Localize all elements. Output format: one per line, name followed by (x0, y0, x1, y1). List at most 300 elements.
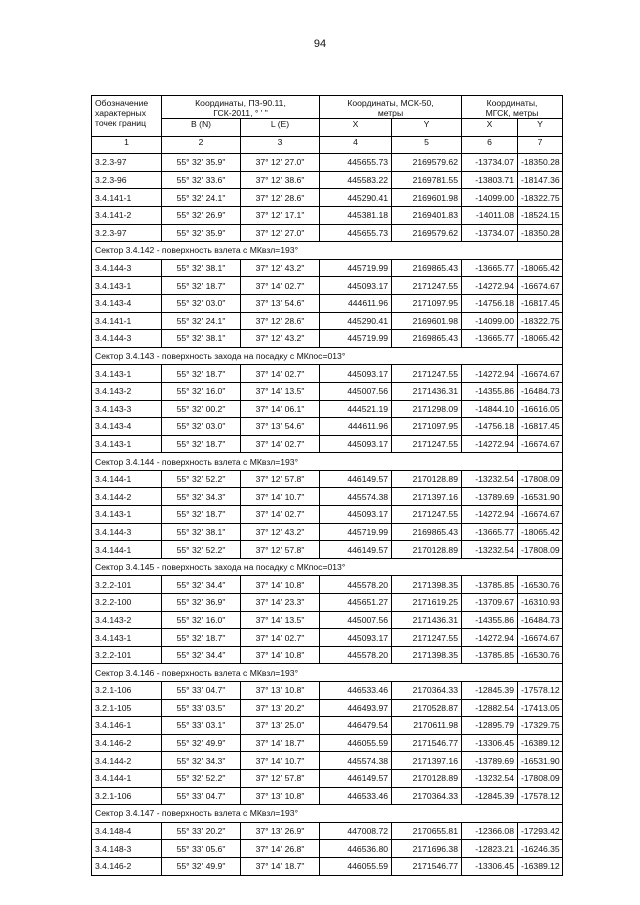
msk-x-cell: 445578.20 (320, 646, 392, 664)
msk-x-cell: 446493.97 (320, 699, 392, 717)
point-id-cell: 3.4.143-3 (92, 400, 162, 418)
mgsk-y-cell: -16531.90 (518, 488, 563, 506)
longitude-cell: 37° 14' 02.7" (241, 435, 320, 453)
longitude-cell: 37° 14' 23.3" (241, 594, 320, 612)
mgsk-y-cell: -16389.12 (518, 734, 563, 752)
point-id-cell: 3.4.141-2 (92, 206, 162, 224)
latitude-cell: 55° 32' 49.9" (162, 857, 241, 875)
point-id-cell: 3.4.144-1 (92, 541, 162, 559)
mgsk-y-cell: -18350.28 (518, 154, 563, 172)
msk-y-cell: 2171397.16 (392, 752, 462, 770)
msk-y-cell: 2169865.43 (392, 259, 462, 277)
mgsk-x-cell: -13665.77 (462, 523, 518, 541)
longitude-cell: 37° 14' 18.7" (241, 734, 320, 752)
msk-x-cell: 446149.57 (320, 541, 392, 559)
mgsk-x-cell: -14011.08 (462, 206, 518, 224)
sector-title: Сектор 3.4.142 - поверхность взлета с МКвзл=193° (92, 242, 563, 260)
table-row (92, 400, 563, 418)
msk-x-cell: 445655.73 (320, 224, 392, 242)
sector-row (92, 453, 563, 471)
longitude-cell: 37° 13' 54.6" (241, 418, 320, 436)
longitude-cell: 37° 13' 20.2" (241, 699, 320, 717)
msk-y-cell: 2171247.55 (392, 277, 462, 295)
column-number: 4 (320, 136, 392, 154)
longitude-cell: 37° 14' 10.7" (241, 752, 320, 770)
mgsk-y-cell: -17808.09 (518, 470, 563, 488)
longitude-cell: 37° 12' 27.0" (241, 154, 320, 172)
column-number: 7 (518, 136, 563, 154)
msk-y-cell: 2169601.98 (392, 312, 462, 330)
latitude-cell: 55° 32' 52.2" (162, 769, 241, 787)
msk-y-cell: 2171397.16 (392, 488, 462, 506)
mgsk-x-cell: -13785.85 (462, 646, 518, 664)
msk-x-cell: 446055.59 (320, 857, 392, 875)
table-row (92, 294, 563, 312)
sector-row (92, 805, 563, 823)
msk-x-cell: 445719.99 (320, 259, 392, 277)
msk-y-cell: 2171097.95 (392, 418, 462, 436)
longitude-cell: 37° 12' 27.0" (241, 224, 320, 242)
header-point: Обозначение характерных точек границ (92, 96, 162, 137)
mgsk-x-cell: -13665.77 (462, 259, 518, 277)
mgsk-x-cell: -13789.69 (462, 752, 518, 770)
table-row (92, 470, 563, 488)
msk-y-cell: 2170128.89 (392, 541, 462, 559)
longitude-cell: 37° 13' 10.8" (241, 682, 320, 700)
longitude-cell: 37° 14' 06.1" (241, 400, 320, 418)
latitude-cell: 55° 32' 52.2" (162, 470, 241, 488)
point-id-cell: 3.4.143-1 (92, 365, 162, 383)
mgsk-y-cell: -18322.75 (518, 312, 563, 330)
msk-x-cell: 445578.20 (320, 576, 392, 594)
msk-y-cell: 2169601.98 (392, 189, 462, 207)
mgsk-y-cell: -16674.67 (518, 365, 563, 383)
mgsk-y-cell: -16484.73 (518, 382, 563, 400)
mgsk-y-cell: -16674.67 (518, 435, 563, 453)
msk-x-cell: 445093.17 (320, 506, 392, 524)
point-id-cell: 3.4.146-2 (92, 734, 162, 752)
longitude-cell: 37° 12' 57.8" (241, 769, 320, 787)
mgsk-x-cell: -13232.54 (462, 541, 518, 559)
latitude-cell: 55° 32' 33.6" (162, 171, 241, 189)
sector-row (92, 558, 563, 576)
msk-y-cell: 2171546.77 (392, 857, 462, 875)
msk-y-cell: 2170128.89 (392, 470, 462, 488)
mgsk-x-cell: -13734.07 (462, 224, 518, 242)
msk-y-cell: 2170364.33 (392, 682, 462, 700)
msk-x-cell: 445651.27 (320, 594, 392, 612)
latitude-cell: 55° 33' 04.7" (162, 682, 241, 700)
mgsk-y-cell: -16817.45 (518, 294, 563, 312)
msk-y-cell: 2169579.62 (392, 154, 462, 172)
point-id-cell: 3.2.3-97 (92, 224, 162, 242)
latitude-cell: 55° 32' 36.9" (162, 594, 241, 612)
mgsk-y-cell: -17413.05 (518, 699, 563, 717)
mgsk-x-cell: -14272.94 (462, 435, 518, 453)
column-number: 6 (462, 136, 518, 154)
msk-x-cell: 445093.17 (320, 277, 392, 295)
header-l: L (E) (241, 119, 320, 137)
msk-x-cell: 445574.38 (320, 752, 392, 770)
latitude-cell: 55° 32' 18.7" (162, 365, 241, 383)
point-id-cell: 3.4.143-1 (92, 277, 162, 295)
mgsk-x-cell: -14355.86 (462, 382, 518, 400)
mgsk-y-cell: -16674.67 (518, 506, 563, 524)
msk-x-cell: 446055.59 (320, 734, 392, 752)
header-b: B (N) (162, 119, 241, 137)
mgsk-y-cell: -17808.09 (518, 541, 563, 559)
point-id-cell: 3.4.148-3 (92, 840, 162, 858)
header-wgs: Координаты, ПЗ-90.11, ГСК-2011, ° ' " (162, 96, 320, 119)
msk-y-cell: 2171398.35 (392, 576, 462, 594)
table-row (92, 206, 563, 224)
mgsk-y-cell: -16310.93 (518, 594, 563, 612)
msk-y-cell: 2170528.87 (392, 699, 462, 717)
coordinates-table (91, 95, 563, 876)
latitude-cell: 55° 32' 18.7" (162, 435, 241, 453)
mgsk-y-cell: -17578.12 (518, 787, 563, 805)
table-header (92, 96, 563, 154)
mgsk-y-cell: -18147.36 (518, 171, 563, 189)
latitude-cell: 55° 32' 35.9" (162, 224, 241, 242)
point-id-cell: 3.2.2-101 (92, 646, 162, 664)
table-row (92, 541, 563, 559)
mgsk-y-cell: -18350.28 (518, 224, 563, 242)
mgsk-x-cell: -14272.94 (462, 277, 518, 295)
point-id-cell: 3.4.143-4 (92, 418, 162, 436)
mgsk-x-cell: -13789.69 (462, 488, 518, 506)
msk-y-cell: 2171436.31 (392, 611, 462, 629)
msk-y-cell: 2170611.98 (392, 717, 462, 735)
longitude-cell: 37° 12' 57.8" (241, 541, 320, 559)
mgsk-x-cell: -14272.94 (462, 365, 518, 383)
mgsk-x-cell: -12895.79 (462, 717, 518, 735)
point-id-cell: 3.4.143-4 (92, 294, 162, 312)
mgsk-y-cell: -18322.75 (518, 189, 563, 207)
msk-y-cell: 2171436.31 (392, 382, 462, 400)
longitude-cell: 37° 12' 43.2" (241, 523, 320, 541)
latitude-cell: 55° 33' 20.2" (162, 822, 241, 840)
mgsk-x-cell: -13306.45 (462, 857, 518, 875)
mgsk-x-cell: -14844.10 (462, 400, 518, 418)
mgsk-x-cell: -13803.71 (462, 171, 518, 189)
longitude-cell: 37° 13' 54.6" (241, 294, 320, 312)
longitude-cell: 37° 13' 25.0" (241, 717, 320, 735)
mgsk-y-cell: -16530.76 (518, 576, 563, 594)
table-row (92, 277, 563, 295)
latitude-cell: 55° 32' 00.2" (162, 400, 241, 418)
mgsk-y-cell: -16389.12 (518, 857, 563, 875)
longitude-cell: 37° 14' 10.7" (241, 488, 320, 506)
longitude-cell: 37° 14' 10.8" (241, 576, 320, 594)
longitude-cell: 37° 13' 26.9" (241, 822, 320, 840)
mgsk-y-cell: -18065.42 (518, 330, 563, 348)
table-row (92, 717, 563, 735)
longitude-cell: 37° 14' 13.5" (241, 611, 320, 629)
point-id-cell: 3.4.143-1 (92, 506, 162, 524)
column-number: 5 (392, 136, 462, 154)
msk-y-cell: 2171619.25 (392, 594, 462, 612)
latitude-cell: 55° 32' 24.1" (162, 189, 241, 207)
msk-y-cell: 2169401.83 (392, 206, 462, 224)
latitude-cell: 55° 32' 03.0" (162, 294, 241, 312)
point-id-cell: 3.4.143-2 (92, 382, 162, 400)
sector-row (92, 347, 563, 365)
latitude-cell: 55° 32' 38.1" (162, 330, 241, 348)
point-id-cell: 3.2.3-97 (92, 154, 162, 172)
msk-y-cell: 2171247.55 (392, 365, 462, 383)
table-row (92, 611, 563, 629)
longitude-cell: 37° 14' 26.8" (241, 840, 320, 858)
column-number: 3 (241, 136, 320, 154)
msk-y-cell: 2171696.38 (392, 840, 462, 858)
msk-x-cell: 445093.17 (320, 629, 392, 647)
longitude-cell: 37° 12' 43.2" (241, 259, 320, 277)
table-row (92, 840, 563, 858)
mgsk-x-cell: -12845.39 (462, 682, 518, 700)
latitude-cell: 55° 32' 26.9" (162, 206, 241, 224)
table-row (92, 594, 563, 612)
longitude-cell: 37° 13' 10.8" (241, 787, 320, 805)
table-row (92, 629, 563, 647)
mgsk-x-cell: -12882.54 (462, 699, 518, 717)
longitude-cell: 37° 14' 02.7" (241, 506, 320, 524)
table-row (92, 576, 563, 594)
msk-x-cell: 445574.38 (320, 488, 392, 506)
msk-x-cell: 446149.57 (320, 769, 392, 787)
sector-title: Сектор 3.4.143 - поверхность захода на посадку с МКпос=013° (92, 347, 563, 365)
mgsk-y-cell: -16246.35 (518, 840, 563, 858)
latitude-cell: 55° 32' 34.3" (162, 752, 241, 770)
table-row (92, 259, 563, 277)
table-row (92, 646, 563, 664)
table-row (92, 699, 563, 717)
msk-x-cell: 445007.56 (320, 382, 392, 400)
latitude-cell: 55° 32' 38.1" (162, 259, 241, 277)
header-x-msk: X (320, 119, 392, 137)
latitude-cell: 55° 33' 05.6" (162, 840, 241, 858)
mgsk-x-cell: -13709.67 (462, 594, 518, 612)
header-y-mgsk: Y (518, 119, 563, 137)
longitude-cell: 37° 14' 02.7" (241, 277, 320, 295)
mgsk-x-cell: -14099.00 (462, 189, 518, 207)
table-row (92, 488, 563, 506)
latitude-cell: 55° 32' 18.7" (162, 629, 241, 647)
point-id-cell: 3.4.141-1 (92, 312, 162, 330)
table-row (92, 224, 563, 242)
table-row (92, 382, 563, 400)
table-row (92, 822, 563, 840)
msk-x-cell: 444521.19 (320, 400, 392, 418)
point-id-cell: 3.4.146-2 (92, 857, 162, 875)
mgsk-x-cell: -14099.00 (462, 312, 518, 330)
mgsk-x-cell: -13785.85 (462, 576, 518, 594)
mgsk-y-cell: -16531.90 (518, 752, 563, 770)
longitude-cell: 37° 12' 57.8" (241, 470, 320, 488)
mgsk-x-cell: -13734.07 (462, 154, 518, 172)
msk-x-cell: 445655.73 (320, 154, 392, 172)
mgsk-y-cell: -18065.42 (518, 523, 563, 541)
point-id-cell: 3.4.144-2 (92, 488, 162, 506)
longitude-cell: 37° 12' 43.2" (241, 330, 320, 348)
msk-x-cell: 446533.46 (320, 787, 392, 805)
column-number: 2 (162, 136, 241, 154)
mgsk-x-cell: -14272.94 (462, 506, 518, 524)
msk-x-cell: 447008.72 (320, 822, 392, 840)
mgsk-y-cell: -16674.67 (518, 277, 563, 295)
table-row (92, 171, 563, 189)
mgsk-y-cell: -16530.76 (518, 646, 563, 664)
mgsk-y-cell: -16616.05 (518, 400, 563, 418)
latitude-cell: 55° 33' 03.5" (162, 699, 241, 717)
latitude-cell: 55° 32' 16.0" (162, 382, 241, 400)
mgsk-x-cell: -14756.18 (462, 294, 518, 312)
header-y-msk: Y (392, 119, 462, 137)
mgsk-y-cell: -18065.42 (518, 259, 563, 277)
latitude-cell: 55° 32' 18.7" (162, 506, 241, 524)
column-number: 1 (92, 136, 162, 154)
header-x-mgsk: X (462, 119, 518, 137)
msk-x-cell: 445007.56 (320, 611, 392, 629)
page-number: 94 (313, 38, 327, 50)
msk-x-cell: 446536.80 (320, 840, 392, 858)
table-row (92, 857, 563, 875)
sector-title: Сектор 3.4.147 - поверхность взлета с МКвзл=193° (92, 805, 563, 823)
msk-y-cell: 2169865.43 (392, 330, 462, 348)
header-mgsk: Координаты, МГСК, метры (462, 96, 563, 119)
msk-x-cell: 446149.57 (320, 470, 392, 488)
msk-y-cell: 2170364.33 (392, 787, 462, 805)
latitude-cell: 55° 32' 49.9" (162, 734, 241, 752)
latitude-cell: 55° 32' 24.1" (162, 312, 241, 330)
msk-x-cell: 445093.17 (320, 435, 392, 453)
table-row (92, 154, 563, 172)
point-id-cell: 3.4.144-2 (92, 752, 162, 770)
mgsk-x-cell: -14272.94 (462, 629, 518, 647)
msk-y-cell: 2171298.09 (392, 400, 462, 418)
table-row (92, 787, 563, 805)
point-id-cell: 3.4.143-2 (92, 611, 162, 629)
mgsk-y-cell: -18524.15 (518, 206, 563, 224)
mgsk-x-cell: -13232.54 (462, 470, 518, 488)
msk-x-cell: 446533.46 (320, 682, 392, 700)
latitude-cell: 55° 32' 52.2" (162, 541, 241, 559)
table-row (92, 418, 563, 436)
mgsk-x-cell: -12366.08 (462, 822, 518, 840)
point-id-cell: 3.4.148-4 (92, 822, 162, 840)
msk-y-cell: 2170128.89 (392, 769, 462, 787)
mgsk-x-cell: -13232.54 (462, 769, 518, 787)
table-row (92, 435, 563, 453)
sector-row (92, 664, 563, 682)
longitude-cell: 37° 14' 13.5" (241, 382, 320, 400)
mgsk-y-cell: -16817.45 (518, 418, 563, 436)
msk-y-cell: 2171398.35 (392, 646, 462, 664)
latitude-cell: 55° 32' 34.4" (162, 646, 241, 664)
longitude-cell: 37° 14' 02.7" (241, 629, 320, 647)
msk-x-cell: 445719.99 (320, 523, 392, 541)
msk-x-cell: 445719.99 (320, 330, 392, 348)
mgsk-y-cell: -16674.67 (518, 629, 563, 647)
mgsk-y-cell: -17808.09 (518, 769, 563, 787)
mgsk-x-cell: -14756.18 (462, 418, 518, 436)
point-id-cell: 3.2.1-106 (92, 787, 162, 805)
table-row (92, 769, 563, 787)
longitude-cell: 37° 14' 02.7" (241, 365, 320, 383)
table-row (92, 330, 563, 348)
msk-y-cell: 2171546.77 (392, 734, 462, 752)
table-row (92, 189, 563, 207)
mgsk-x-cell: -12845.39 (462, 787, 518, 805)
sector-title: Сектор 3.4.145 - поверхность захода на посадку с МКпос=013° (92, 558, 563, 576)
msk-x-cell: 444611.96 (320, 294, 392, 312)
msk-x-cell: 444611.96 (320, 418, 392, 436)
table-row (92, 734, 563, 752)
table-row (92, 523, 563, 541)
msk-y-cell: 2171247.55 (392, 435, 462, 453)
sector-title: Сектор 3.4.146 - поверхность взлета с МКвзл=193° (92, 664, 563, 682)
msk-x-cell: 445290.41 (320, 312, 392, 330)
point-id-cell: 3.2.2-101 (92, 576, 162, 594)
msk-y-cell: 2169781.55 (392, 171, 462, 189)
msk-x-cell: 445381.18 (320, 206, 392, 224)
table-row (92, 682, 563, 700)
sector-title: Сектор 3.4.144 - поверхность взлета с МКвзл=193° (92, 453, 563, 471)
longitude-cell: 37° 12' 17.1" (241, 206, 320, 224)
mgsk-x-cell: -13306.45 (462, 734, 518, 752)
point-id-cell: 3.4.144-3 (92, 259, 162, 277)
point-id-cell: 3.2.3-96 (92, 171, 162, 189)
msk-x-cell: 446479.54 (320, 717, 392, 735)
msk-x-cell: 445583.22 (320, 171, 392, 189)
latitude-cell: 55° 32' 34.4" (162, 576, 241, 594)
latitude-cell: 55° 32' 35.9" (162, 154, 241, 172)
point-id-cell: 3.2.1-106 (92, 682, 162, 700)
msk-y-cell: 2171247.55 (392, 506, 462, 524)
table-row (92, 312, 563, 330)
point-id-cell: 3.4.143-1 (92, 629, 162, 647)
mgsk-y-cell: -17293.42 (518, 822, 563, 840)
mgsk-x-cell: -13665.77 (462, 330, 518, 348)
latitude-cell: 55° 32' 38.1" (162, 523, 241, 541)
point-id-cell: 3.4.143-1 (92, 435, 162, 453)
point-id-cell: 3.2.1-105 (92, 699, 162, 717)
latitude-cell: 55° 33' 03.1" (162, 717, 241, 735)
latitude-cell: 55° 32' 18.7" (162, 277, 241, 295)
point-id-cell: 3.4.144-1 (92, 769, 162, 787)
latitude-cell: 55° 32' 34.3" (162, 488, 241, 506)
msk-y-cell: 2171097.95 (392, 294, 462, 312)
mgsk-x-cell: -12823.21 (462, 840, 518, 858)
mgsk-y-cell: -17329.75 (518, 717, 563, 735)
sector-row (92, 242, 563, 260)
latitude-cell: 55° 32' 16.0" (162, 611, 241, 629)
mgsk-x-cell: -14355.86 (462, 611, 518, 629)
longitude-cell: 37° 12' 38.6" (241, 171, 320, 189)
table-row (92, 752, 563, 770)
point-id-cell: 3.4.144-3 (92, 330, 162, 348)
point-id-cell: 3.4.144-1 (92, 470, 162, 488)
msk-y-cell: 2169579.62 (392, 224, 462, 242)
longitude-cell: 37° 12' 28.6" (241, 189, 320, 207)
longitude-cell: 37° 14' 18.7" (241, 857, 320, 875)
mgsk-y-cell: -16484.73 (518, 611, 563, 629)
msk-x-cell: 445093.17 (320, 365, 392, 383)
table-row (92, 506, 563, 524)
latitude-cell: 55° 32' 03.0" (162, 418, 241, 436)
table-body (92, 154, 563, 875)
header-msk: Координаты, МСК-50, метры (320, 96, 462, 119)
